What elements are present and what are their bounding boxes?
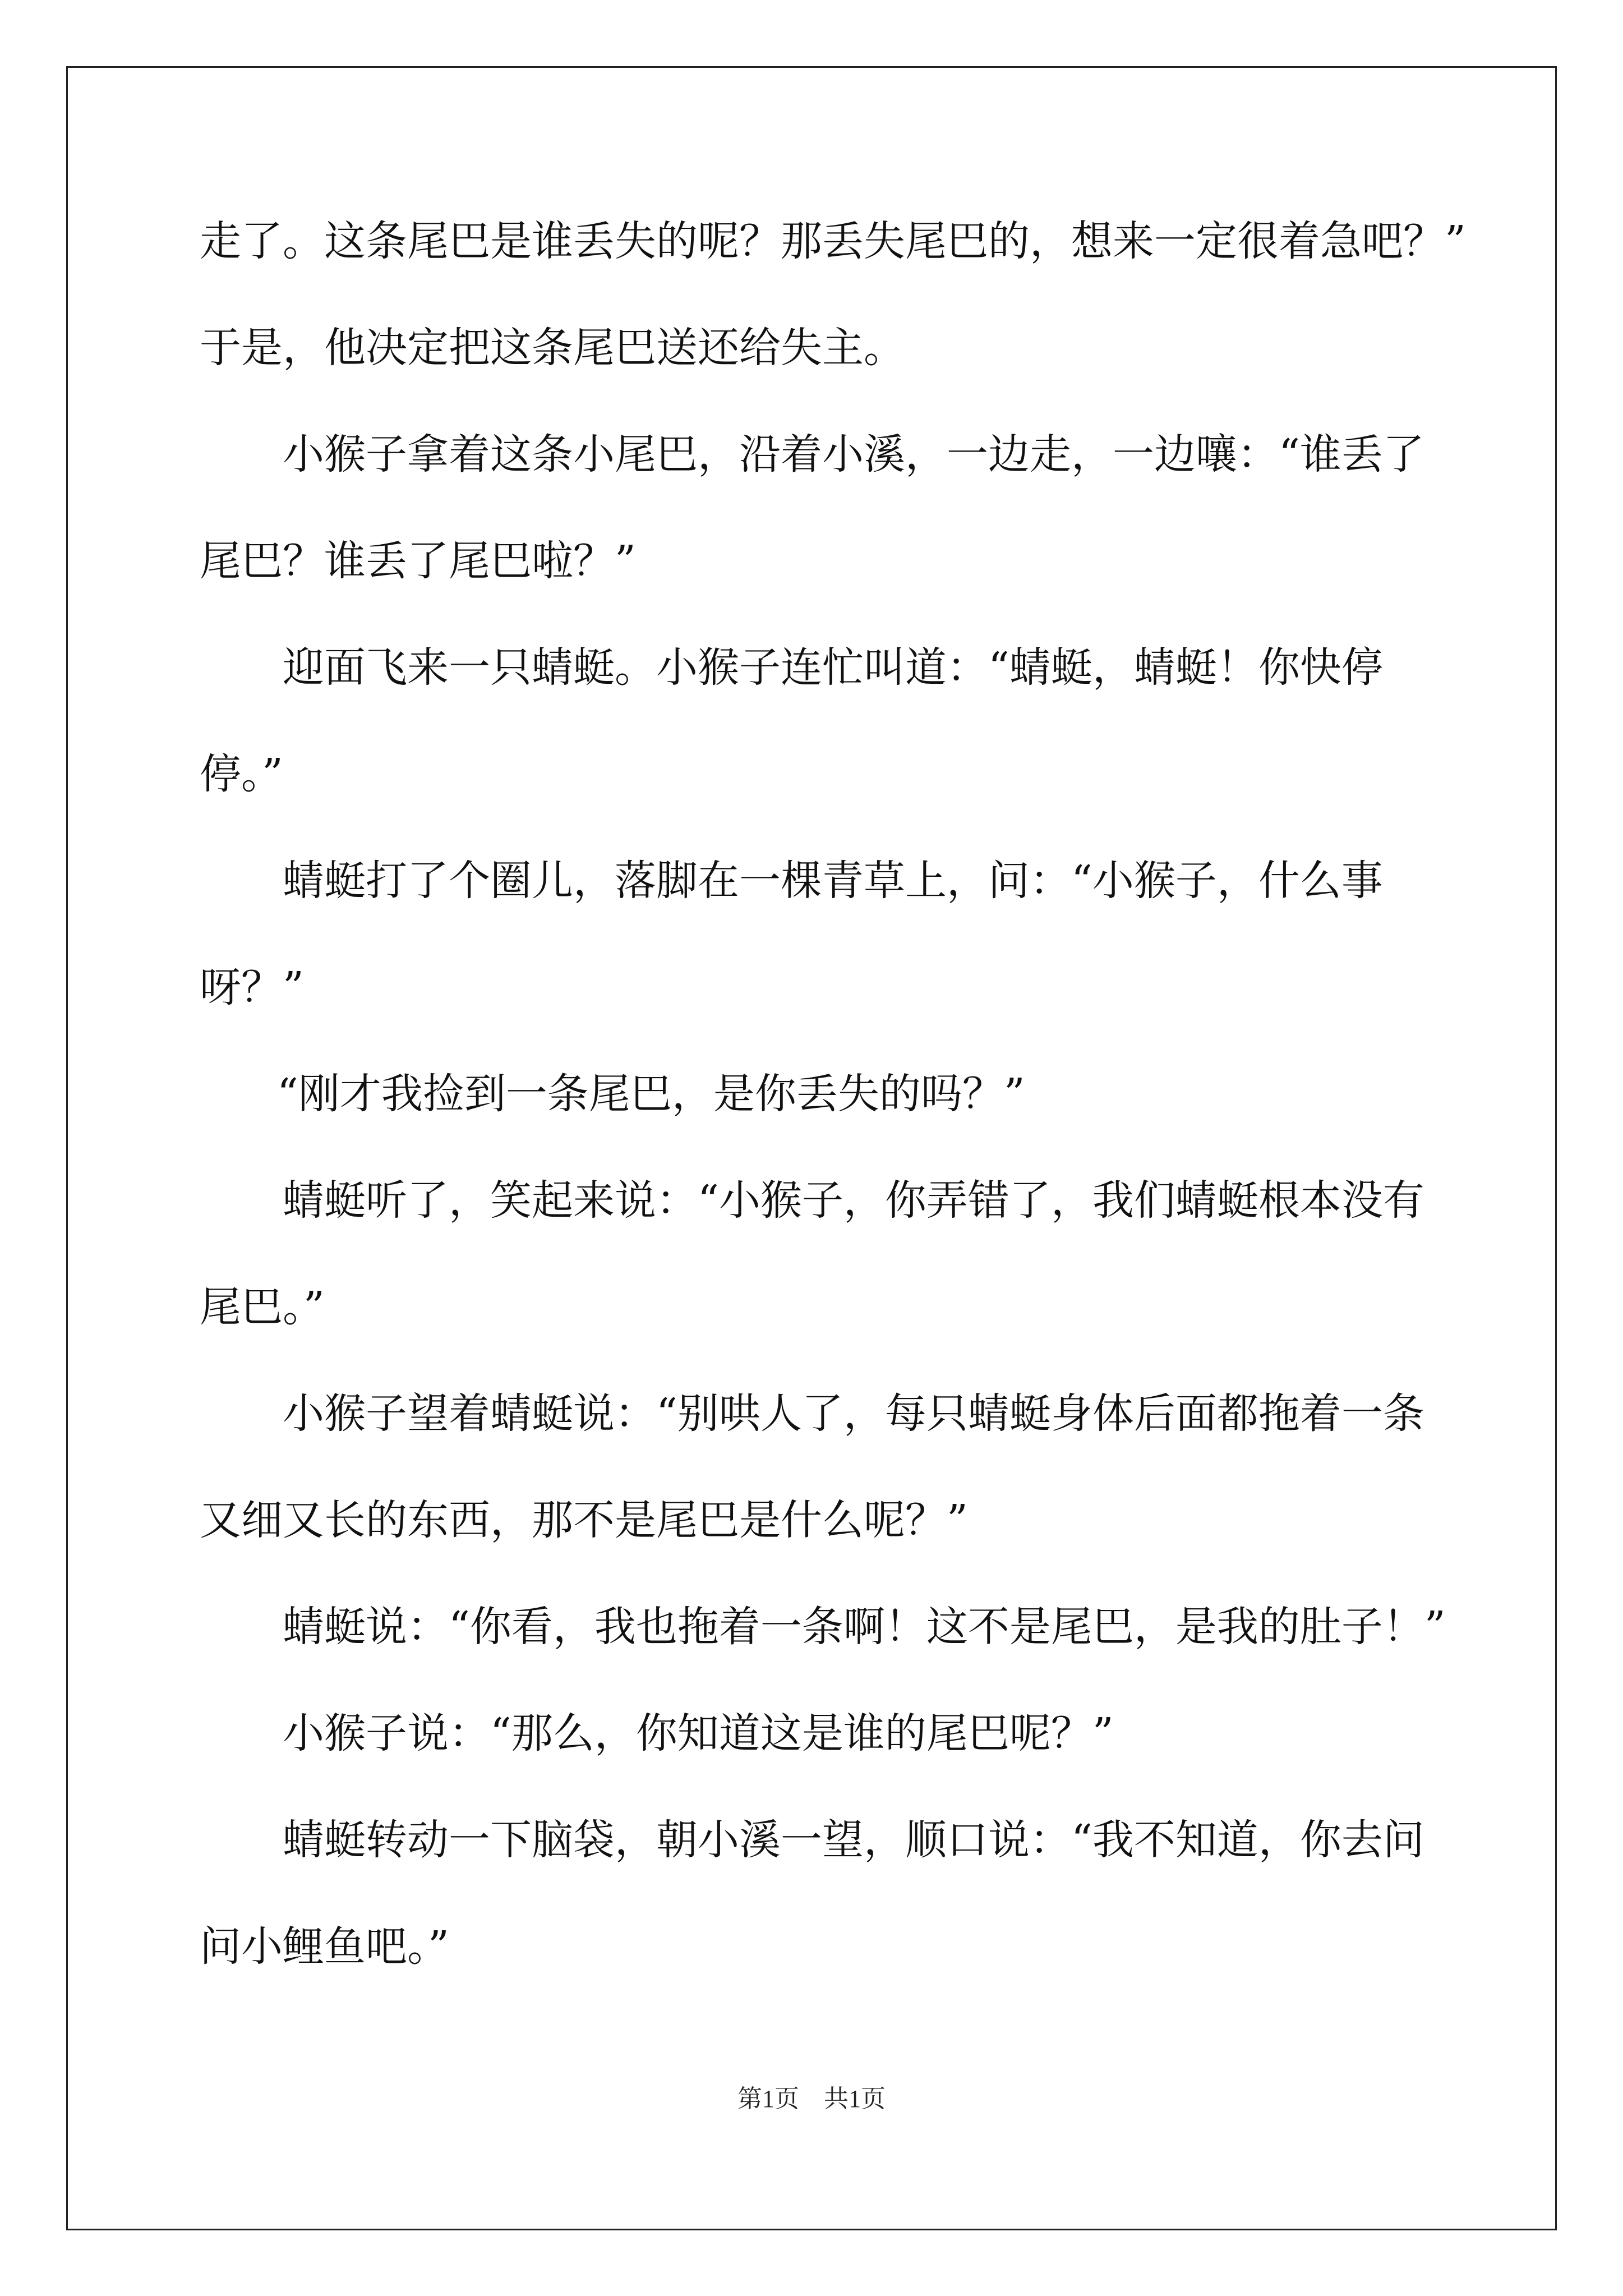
text-line-14: 蜻蜓说：“你看，我也拖着一条啊！这不是尾巴，是我的肚子！”: [283, 1603, 1446, 1651]
text-line-2: 于是，他决定把这条尾巴送还给失主。: [200, 324, 905, 372]
text-line-13: 又细又长的东西，那不是尾巴是什么呢？”: [200, 1496, 968, 1544]
text-line-16: 蜻蜓转动一下脑袋，朝小溪一望，顺口说：“我不知道，你去问: [283, 1816, 1424, 1864]
text-line-1: 走了。这条尾巴是谁丢失的呢？那丢失尾巴的，想来一定很着急吧？”: [200, 217, 1466, 265]
text-line-11: 尾巴。”: [200, 1283, 325, 1331]
text-line-15: 小猴子说：“那么，你知道这是谁的尾巴呢？”: [283, 1709, 1114, 1757]
text-line-17: 问小鲤鱼吧。”: [200, 1922, 449, 1971]
text-line-4: 尾巴？谁丢了尾巴啦？”: [200, 537, 636, 585]
page-border: [66, 66, 1557, 2230]
text-line-5: 迎面飞来一只蜻蜓。小猴子连忙叫道：“蜻蜓，蜻蜓！你快停: [283, 643, 1383, 692]
text-line-6: 停。”: [200, 750, 283, 798]
text-line-12: 小猴子望着蜻蜓说：“别哄人了，每只蜻蜓身体后面都拖着一条: [283, 1389, 1424, 1438]
text-line-10: 蜻蜓听了，笑起来说：“小猴子，你弄错了，我们蜻蜓根本没有: [283, 1176, 1424, 1225]
text-line-9: “刚才我捡到一条尾巴，是你丢失的吗？”: [277, 1070, 1025, 1118]
text-line-8: 呀？”: [200, 963, 304, 1011]
page-number-footer: 第1页 共1页: [737, 2085, 886, 2113]
text-line-3: 小猴子拿着这条小尾巴，沿着小溪，一边走，一边嚷：“谁丢了: [283, 430, 1424, 478]
text-line-7: 蜻蜓打了个圈儿，落脚在一棵青草上，问：“小猴子，什么事: [283, 857, 1383, 905]
